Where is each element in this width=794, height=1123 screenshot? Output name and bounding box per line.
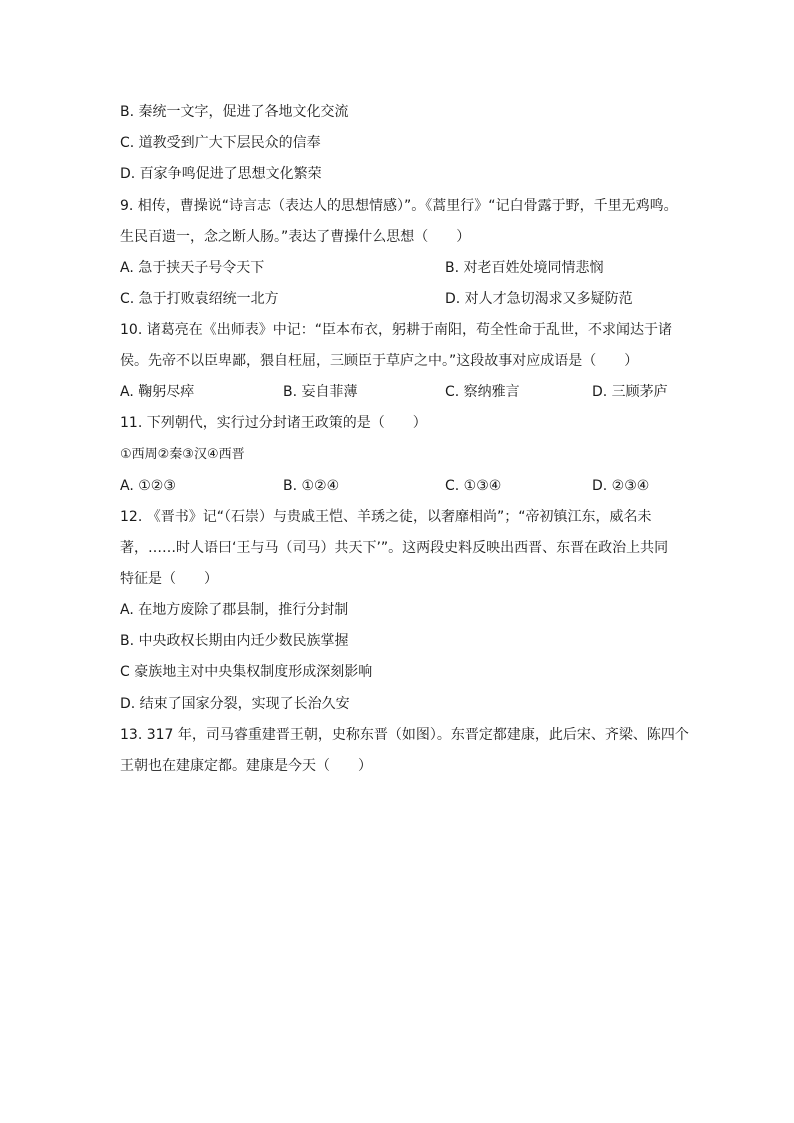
q11-option-c: C. ①③④ xyxy=(445,478,502,494)
q13-stem-line-1: 13. 317 年，司马睿重建晋王朝，史称东晋（如图）。东晋定都建康，此后宋、齐梁、陈四个 xyxy=(120,727,689,743)
q8-option-c: C. 道教受到广大下层民众的信奉 xyxy=(120,135,321,151)
q10-option-b: B. 妄自菲薄 xyxy=(283,384,358,400)
q9-stem-line-2: 生民百遗一，念之断人肠。”表达了曹操什么思想（ ） xyxy=(120,229,471,245)
q9-option-a: A. 急于挟天子号令天下 xyxy=(120,260,265,276)
q9-option-c: C. 急于打败袁绍统一北方 xyxy=(120,291,279,307)
q12-option-a: A. 在地方废除了郡县制，推行分封制 xyxy=(120,602,349,618)
q11-option-d: D. ②③④ xyxy=(592,478,650,494)
q13-stem-line-2: 王朝也在建康定都。建康是今天（ ） xyxy=(120,758,372,774)
q11-stem: 11. 下列朝代，实行过分封诸王政策的是（ ） xyxy=(120,415,427,431)
q8-option-b: B. 秦统一文字，促进了各地文化交流 xyxy=(120,104,349,120)
q12-stem-line-1: 12. 《晋书》记“（石崇）与贵戚王恺、羊琇之徒，以奢靡相尚”；“帝初镇江东，威名未 xyxy=(120,509,652,525)
q12-stem-line-3: 特征是（ ） xyxy=(120,571,218,587)
q10-stem-line-1: 10. 诸葛亮在《出师表》中记：“臣本布衣，躬耕于南阳，苟全性命于乱世，不求闻达于诸 xyxy=(120,322,672,338)
q12-stem-line-2: 著，……时人语曰‘王与马（司马）共天下’”。这两段史料反映出西晋、东晋在政治上共同 xyxy=(120,540,669,556)
q11-option-b: B. ①②④ xyxy=(283,478,340,494)
q11-choices-list: ①西周②秦③汉④西晋 xyxy=(120,447,245,462)
q10-option-d: D. 三顾茅庐 xyxy=(592,384,668,400)
q12-option-c: C 豪族地主对中央集权制度形成深刻影响 xyxy=(120,664,373,680)
q8-option-d: D. 百家争鸣促进了思想文化繁荣 xyxy=(120,166,322,182)
q9-option-d: D. 对人才急切渴求又多疑防范 xyxy=(445,291,633,307)
q10-option-a: A. 鞠躬尽瘁 xyxy=(120,384,195,400)
q12-option-b: B. 中央政权长期由内迁少数民族掌握 xyxy=(120,633,349,649)
q9-option-b: B. 对老百姓处境同情悲悯 xyxy=(445,260,604,276)
q11-option-a: A. ①②③ xyxy=(120,478,176,494)
q12-option-d: D. 结束了国家分裂，实现了长治久安 xyxy=(120,696,350,712)
q10-stem-line-2: 侯。先帝不以臣卑鄙，猥自枉屈，三顾臣于草庐之中。”这段故事对应成语是（ ） xyxy=(120,353,639,369)
q10-option-c: C. 察纳雅言 xyxy=(445,384,520,400)
q9-stem-line-1: 9. 相传，曹操说“诗言志（表达人的思想情感）”。《蒿里行》“记白骨露于野，千里无鸡鸣。 xyxy=(120,198,678,214)
